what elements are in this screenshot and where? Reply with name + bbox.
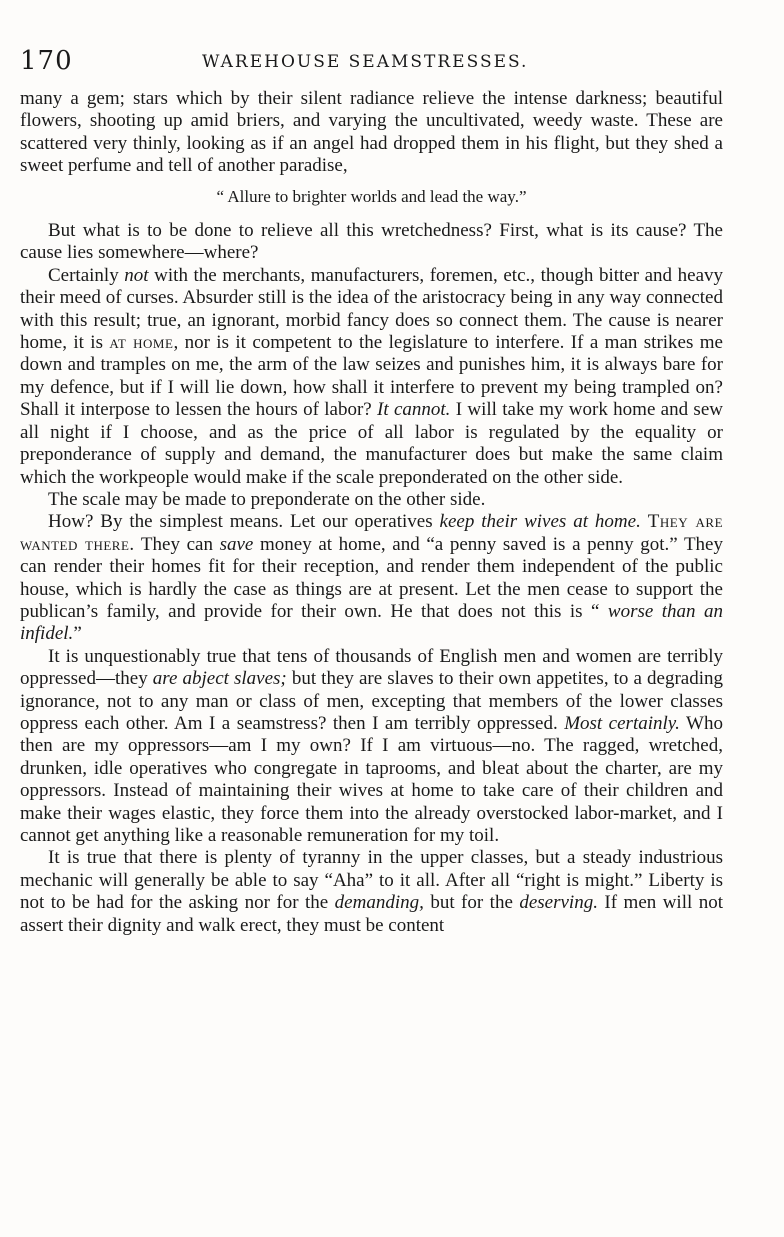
p3-text-g: I will take my work home and sew all night if I choose, and as the price of all labor is regulated by the equality or preponderance of supply and demand, the manufacturer does but make the same claim which the workpeople would make if the scale preponderated on the other side. xyxy=(20,399,723,488)
page-header xyxy=(20,46,744,76)
page-number: 170 xyxy=(20,46,73,76)
p5-text-c xyxy=(641,511,648,532)
p3-emphasis-it-cannot: It cannot. xyxy=(377,399,451,421)
p5-emphasis-keep-wives: keep their wives at home. xyxy=(439,511,641,533)
p3-smallcaps-at-home: at home xyxy=(109,332,174,354)
p5-smallcaps-wanted-there: They are wanted there. xyxy=(20,511,724,555)
p3-text-a: Certainly xyxy=(48,264,125,286)
p7-text-a: It is true that there is plenty of tyranny in the upper classes, but a steady industrious mechanic will generally be able to say “Aha” to it all. After all “right is might.” Liberty is not to be had for the asking nor for the xyxy=(20,847,723,914)
p5-text-g: money at home, and “a penny saved is a penny got.” They can render their homes fit for their reception, and render them independent of the public house, which is hardly the case as things are at present. Let the men cease to support the publican’s family, and provide for their own. He that does not this is “ xyxy=(20,533,723,622)
p6-emphasis-abject-slaves: are abject slaves; xyxy=(152,668,287,690)
paragraph-1: many a gem; stars which by their silent radiance relieve the intense darkness; beautiful flowers, shooting up amid briers, and varying the uncultivated, weedy waste. These are scattered very thinly, looking as if an angel had dropped them in his flight, but they shed a sweet perfume and tell of another paradise, xyxy=(20,88,723,177)
p7-emphasis-demanding: demanding, xyxy=(334,892,424,914)
p3-text-e: , nor is it competent to the legislature to interfere. If a man strikes me down and tramples on me, the arm of the law seizes and punishes him, it is always bare for my defence, but if I will lie down, how shall it interfere to prevent my being trampled on? Shall it interpose to lessen the hours of labor? xyxy=(20,332,723,421)
p6-text-e: Who then are my oppressors—am I my own? If I am virtuous—no. The ragged, wretched, drunken, idle operatives who congregate in taprooms, and bleat about the charter, are my oppressors. Instead of maintaining their wives at home to take care of their children and make their wages elastic, they force them into the already overstocked labor-market, and I cannot get anything like a reasonable remuneration for my toil. xyxy=(20,712,723,846)
p5-text-e: They can xyxy=(134,533,220,555)
p7-text-e: If men will not assert their dignity and walk erect, they must be content xyxy=(20,892,724,936)
paragraph-7 xyxy=(20,847,723,937)
paragraph-5 xyxy=(20,511,723,645)
paragraph-3 xyxy=(20,265,723,489)
p6-text-a: It is unquestionably true that tens of thousands of English men and women are terribly oppressed—they xyxy=(20,645,723,690)
body-text xyxy=(20,88,723,937)
p5-emphasis-infidel: worse than an infidel. xyxy=(20,600,723,645)
p5-emphasis-save: save xyxy=(219,533,254,555)
p6-emphasis-most-certainly: Most certainly. xyxy=(564,712,680,734)
p3-emphasis-not: not xyxy=(124,264,149,286)
p6-text-c: but they are slaves to their own appetites, to a degrading ignorance, not to any man or class of men, excepting that members of the lower classes oppress each other. Am I a seamstress? then I am terribly oppressed. xyxy=(20,668,723,734)
running-title: WAREHOUSE SEAMSTRESSES. xyxy=(202,52,529,72)
block-quote: “ Allure to brighter worlds and lead the way.” xyxy=(216,186,527,206)
p5-text-a: How? By the simplest means. Let our operatives xyxy=(48,511,440,533)
p7-emphasis-deserving: deserving. xyxy=(519,892,598,914)
p3-text-c: with the merchants, manufacturers, foremen, etc., though bitter and heavy their meed of curses. Absurder still is the idea of the aristocracy being in any way connected with this result; true, an ignorant, morbid fancy does so connect them. The cause is nearer home, it is xyxy=(20,264,724,354)
p7-text-c: but for the xyxy=(423,892,520,914)
paragraph-2: But what is to be done to relieve all this wretchedness? First, what is its cause? The cause lies somewhere—where? xyxy=(20,220,723,264)
p5-text-i: ” xyxy=(73,623,82,645)
paragraph-6 xyxy=(20,646,723,848)
paragraph-4: The scale may be made to preponderate on the other side. xyxy=(48,488,486,510)
